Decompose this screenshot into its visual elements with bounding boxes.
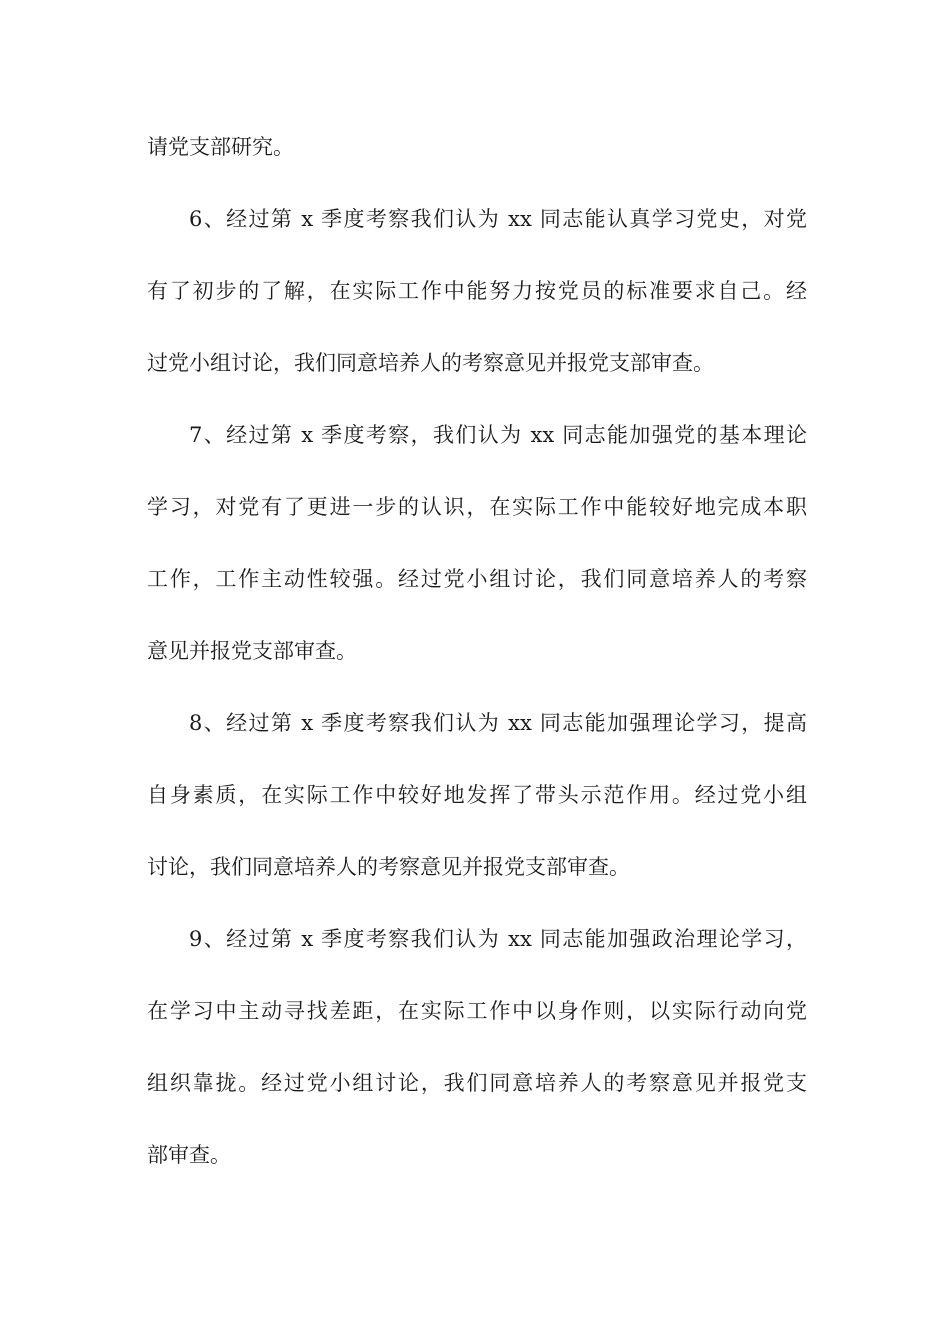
text-line: 组织靠拢。经过党小组讨论，我们同意培养人的考察意见并报党支 — [147, 1071, 807, 1095]
text-line: 讨论，我们同意培养人的考察意见并报党支部审查。 — [147, 855, 630, 879]
text-line: 7、经过第 x 季度考察，我们认为 xx 同志能加强党的基本理论 — [189, 423, 807, 447]
text-line: 意见并报党支部审查。 — [147, 639, 357, 663]
text-line: 有了初步的了解，在实际工作中能努力按党员的标准要求自己。经 — [147, 279, 807, 303]
text-line: 请党支部研究。 — [147, 135, 294, 159]
text-line: 9、经过第 x 季度考察我们认为 xx 同志能加强政治理论学习， — [189, 927, 807, 951]
text-line: 8、经过第 x 季度考察我们认为 xx 同志能加强理论学习，提高 — [189, 711, 807, 735]
text-line: 工作，工作主动性较强。经过党小组讨论，我们同意培养人的考察 — [147, 567, 807, 591]
text-line: 部审查。 — [147, 1143, 231, 1167]
text-line: 自身素质，在实际工作中较好地发挥了带头示范作用。经过党小组 — [147, 783, 807, 807]
text-line: 学习，对党有了更进一步的认识，在实际工作中能较好地完成本职 — [147, 495, 807, 519]
text-line: 过党小组讨论，我们同意培养人的考察意见并报党支部审查。 — [147, 351, 714, 375]
text-line: 在学习中主动寻找差距，在实际工作中以身作则，以实际行动向党 — [147, 999, 807, 1023]
text-line: 6、经过第 x 季度考察我们认为 xx 同志能认真学习党史，对党 — [189, 207, 807, 231]
